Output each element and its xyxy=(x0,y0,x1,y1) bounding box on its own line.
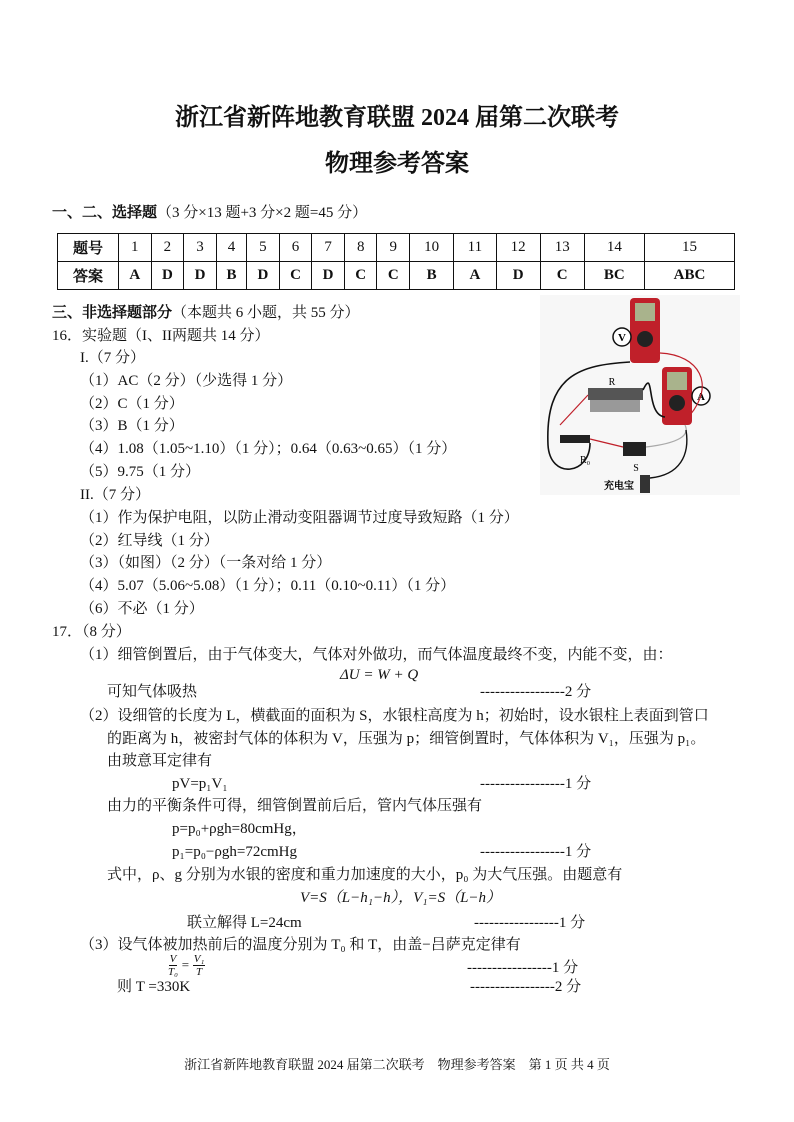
fraction xyxy=(168,953,178,978)
equation: p=p₀+ρgh=80cmHg， xyxy=(172,821,307,837)
cell: 15 xyxy=(644,234,734,262)
equation: 联立解得 L=24cm xyxy=(187,915,302,931)
cell: D xyxy=(151,262,184,290)
row-label: 题号 xyxy=(58,234,119,262)
answer-line: （4）1.08（1.05~1.10）（1 分）；0.64（0.63~0.65）（1 分） xyxy=(80,441,457,457)
cell: C xyxy=(344,262,377,290)
answer-line: （3）设气体被加热前后的温度分别为 T₀ 和 T，由盖−吕萨克定律有 xyxy=(80,937,521,953)
cell: 1 xyxy=(119,234,152,262)
q16-part1: I.（7 分） xyxy=(80,350,145,366)
q16-part2: II.（7 分） xyxy=(80,487,150,503)
cell: ABC xyxy=(644,262,734,290)
cell: 14 xyxy=(584,234,644,262)
cell: A xyxy=(119,262,152,290)
switch xyxy=(623,442,646,456)
cell: D xyxy=(496,262,540,290)
row-label: 答案 xyxy=(58,262,119,290)
q16-heading: 16．实验题（I、II两题共 14 分） xyxy=(52,328,270,344)
answer-table xyxy=(57,233,735,290)
numerator: V xyxy=(169,953,177,965)
answer-line: （1）AC（2 分）（少选得 1 分） xyxy=(80,373,293,389)
page-title: 浙江省新阵地教育联盟 2024 届第二次联考 xyxy=(175,105,619,131)
cell: C xyxy=(279,262,312,290)
answer-line: 式中，ρ、g 分别为水银的密度和重力加速度的大小，p₀ 为大气压强。由题意有 xyxy=(107,867,623,883)
numerator: V₁ xyxy=(193,953,205,965)
answer-line: 由玻意耳定律有 xyxy=(107,753,213,769)
section-note: （本题共 6 小题，共 55 分） xyxy=(172,305,360,321)
rheostat-label: R xyxy=(608,377,616,388)
cell: B xyxy=(410,262,454,290)
cell: BC xyxy=(584,262,644,290)
equation: V=S（L−h₁−h），V₁=S（L−h） xyxy=(300,890,502,906)
cell: 7 xyxy=(312,234,345,262)
cell: 4 xyxy=(216,234,246,262)
voltmeter-label: V xyxy=(618,332,626,344)
cell: C xyxy=(377,262,410,290)
cell: D xyxy=(247,262,280,290)
equation: ΔU = W + Q xyxy=(340,667,419,683)
section-title: 一、二、选择题 xyxy=(52,205,158,221)
page-subtitle: 物理参考答案 xyxy=(325,151,469,177)
equation: pV=p₁V₁ xyxy=(172,776,228,792)
answer-line: （6）不必（1 分） xyxy=(80,601,204,617)
ammeter-label: A xyxy=(697,391,705,403)
score: -----------------1 分 xyxy=(480,844,592,860)
score: -----------------1 分 xyxy=(474,915,586,931)
resistor-label: R₀ xyxy=(580,455,591,466)
answer-line: （5）9.75（1 分） xyxy=(80,464,201,480)
cell: 11 xyxy=(454,234,497,262)
answer-line: 由力的平衡条件可得，细管倒置前后后，管内气体压强有 xyxy=(107,798,483,814)
score: -----------------1 分 xyxy=(467,960,579,976)
section-1-heading xyxy=(52,204,367,222)
cell: D xyxy=(184,262,217,290)
answer-line: （4）5.07（5.06~5.08）（1 分）；0.11（0.10~0.11）（1 分） xyxy=(80,578,456,594)
cell: C xyxy=(540,262,584,290)
score: -----------------2 分 xyxy=(480,684,592,700)
score: -----------------2 分 xyxy=(470,979,582,995)
cell: D xyxy=(312,262,345,290)
answer-line: 可知气体吸热 xyxy=(107,684,198,700)
fraction xyxy=(193,953,206,978)
cell: 9 xyxy=(377,234,410,262)
answer-line: （3）B（1 分） xyxy=(80,418,184,434)
fraction-equation: $\frac{V}{\text{T₀}}$ = $\frac{\text{V₁}}{T}$ xyxy=(168,953,205,978)
cell: B xyxy=(216,262,246,290)
cell: A xyxy=(454,262,497,290)
equation: 则 T =330K xyxy=(117,979,191,995)
cell: 3 xyxy=(184,234,217,262)
ammeter xyxy=(662,367,692,425)
table-row-numbers xyxy=(58,234,735,262)
cell: 2 xyxy=(151,234,184,262)
power-bank-label: 充电宝 xyxy=(604,481,634,492)
cell: 13 xyxy=(540,234,584,262)
q17-heading: 17．（8 分） xyxy=(52,624,131,640)
answer-line: （2）设细管的长度为 L，横截面的面积为 S，水银柱高度为 h；初始时，设水银柱上表面到管口 xyxy=(80,708,709,724)
table-row-answers xyxy=(58,262,735,290)
cell: 6 xyxy=(279,234,312,262)
resistor xyxy=(560,435,590,443)
answer-line: （3）（如图）（2 分）（一条对给 1 分） xyxy=(80,555,332,571)
circuit-photo xyxy=(540,295,740,495)
answer-line: （1）作为保护电阻，以防止滑动变阻器调节过度导致短路（1 分） xyxy=(80,510,519,526)
cell: 10 xyxy=(410,234,454,262)
denominator: T₀ xyxy=(168,966,178,978)
section-note: （3 分×13 题+3 分×2 题=45 分） xyxy=(157,205,368,221)
voltmeter xyxy=(630,298,660,363)
page-footer: 浙江省新阵地教育联盟 2024 届第二次联考 物理参考答案 第 1 页 共 4 页 xyxy=(184,1057,610,1072)
power-bank xyxy=(640,475,650,493)
equation: p₁=p₀−ρgh=72cmHg xyxy=(172,844,297,860)
rheostat xyxy=(588,388,643,412)
cell: 8 xyxy=(344,234,377,262)
answer-line: 的距离为 h，被密封气体的体积为 V，压强为 p；细管倒置时，气体体积为 V₁，压强为 p₁。 xyxy=(107,731,706,747)
section-title: 三、非选择题部分 xyxy=(52,305,173,321)
answer-line: （1）细管倒置后，由于气体变大，气体对外做功，而气体温度最终不变，内能不变，由： xyxy=(80,647,673,663)
section-3-heading xyxy=(52,304,360,322)
cell: 5 xyxy=(247,234,280,262)
denominator: T xyxy=(196,966,203,978)
cell: 12 xyxy=(496,234,540,262)
answer-line: （2）C（1 分） xyxy=(80,396,184,412)
answer-line: （2）红导线（1 分） xyxy=(80,533,219,549)
score: -----------------1 分 xyxy=(480,776,592,792)
switch-label: S xyxy=(633,463,639,474)
